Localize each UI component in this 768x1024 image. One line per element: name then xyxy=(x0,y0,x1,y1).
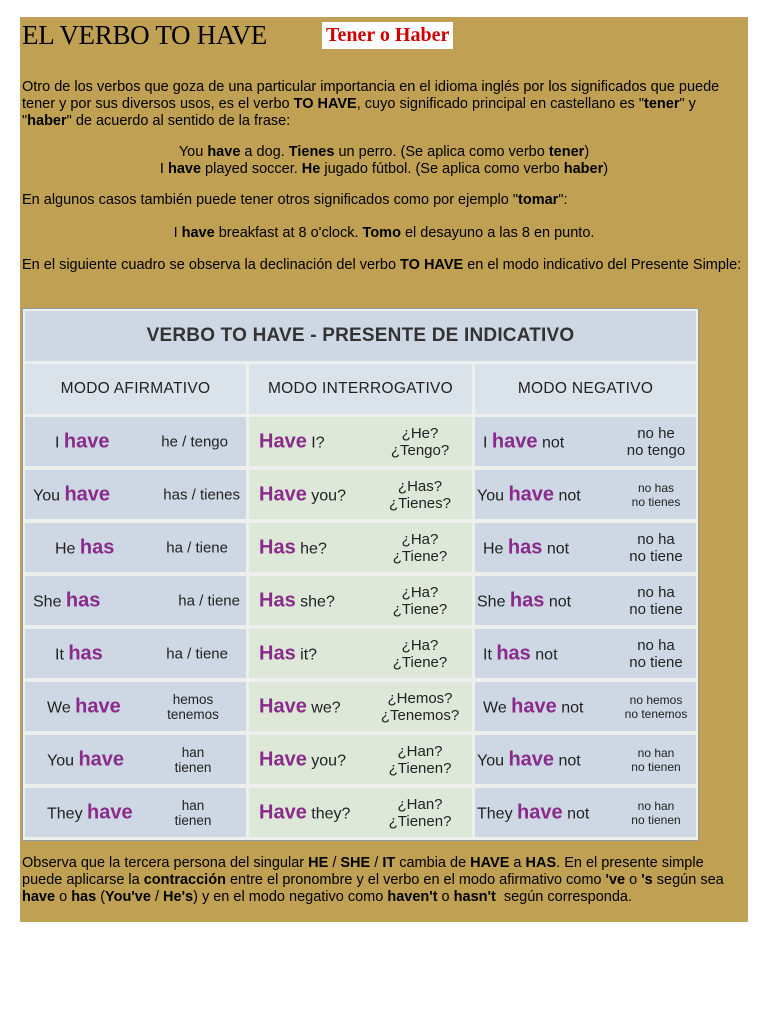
translation: no tiene xyxy=(629,600,683,618)
outro-text: cambia de xyxy=(395,855,471,871)
translation: ¿Tienen? xyxy=(388,812,452,830)
example-text: I xyxy=(173,225,182,241)
intro-bold: tener xyxy=(644,96,680,112)
translation: no tienes xyxy=(631,494,681,509)
paragraph-3 xyxy=(22,257,746,274)
pronoun: You xyxy=(477,752,504,769)
pronoun: It xyxy=(483,646,492,663)
pronoun: They xyxy=(477,805,513,822)
pronoun: they? xyxy=(311,805,351,822)
negation: not xyxy=(548,593,572,610)
negation: not xyxy=(541,434,565,451)
pronoun: She xyxy=(33,593,62,610)
page-title: EL VERBO TO HAVE xyxy=(22,20,267,50)
negation: not xyxy=(561,699,584,716)
translation: no ha xyxy=(637,530,675,548)
verb: has xyxy=(79,536,115,558)
table-row-interrogative xyxy=(249,682,472,731)
translation: no han xyxy=(637,798,675,813)
paragraph-text: En algunos casos también puede tener otros significados como por ejemplo " xyxy=(22,192,519,208)
verb: Has xyxy=(259,536,296,558)
table-row-negative xyxy=(475,417,696,466)
example-1 xyxy=(20,144,748,161)
outro-text: o xyxy=(437,889,454,905)
example-text: I xyxy=(159,161,168,177)
example-text: a dog. xyxy=(240,144,289,160)
example-bold: have xyxy=(207,144,241,160)
pronoun: it? xyxy=(300,646,318,663)
example-text: played soccer. xyxy=(201,161,302,177)
translation: han xyxy=(181,744,205,760)
example-2 xyxy=(20,161,748,178)
intro-text: , cuyo significado principal en castellano es " xyxy=(356,96,644,112)
verb: have xyxy=(87,801,133,823)
outro-bold: IT xyxy=(382,855,396,871)
verb: have xyxy=(511,695,557,717)
outro-text: . En el presente simple puede aplicarse la xyxy=(22,855,704,888)
table-row-negative xyxy=(475,523,696,572)
paragraph-bold: tomar xyxy=(518,192,559,208)
translation: ¿He? xyxy=(401,424,439,442)
example-text: el desayuno a las 8 en punto. xyxy=(400,225,595,241)
pronoun: she? xyxy=(300,593,335,610)
table-row-negative xyxy=(475,735,696,784)
pronoun: It xyxy=(55,646,64,663)
translation: ¿Han? xyxy=(397,742,443,760)
table-row-affirmative xyxy=(25,417,246,466)
translation: tienen xyxy=(174,759,212,775)
intro-bold: TO HAVE xyxy=(293,96,357,112)
translation: hemos xyxy=(172,691,214,707)
paragraph-2 xyxy=(22,192,746,209)
paragraph-text: En el siguiente cuadro se observa la declinación del verbo xyxy=(22,257,401,273)
table-row-interrogative xyxy=(249,523,472,572)
pronoun: She xyxy=(477,593,506,610)
outro-bold: have xyxy=(22,889,56,905)
table-row-affirmative xyxy=(25,470,246,519)
pronoun: You xyxy=(33,487,60,504)
verb: have xyxy=(508,483,555,505)
table-row-negative xyxy=(475,470,696,519)
verb: Have xyxy=(259,483,307,505)
translation: no hemos xyxy=(629,692,683,707)
verb: has xyxy=(65,589,101,611)
intro-text: Otro de los verbos que goza de una particular importancia en el idioma inglés por los significados que puede tener y por sus diversos usos, es el verbo xyxy=(22,79,720,112)
negation: not xyxy=(535,646,558,663)
table-title: VERBO TO HAVE - PRESENTE DE INDICATIVO xyxy=(25,311,696,361)
translation: no han xyxy=(637,745,675,760)
translation: he / tengo xyxy=(161,433,228,450)
verb: have xyxy=(491,430,538,452)
outro-text: / xyxy=(370,855,383,871)
outro-text: a xyxy=(509,855,526,871)
translation: ¿Tiene? xyxy=(392,547,448,565)
table-row-negative xyxy=(475,576,696,625)
example-text: breakfast at 8 o'clock. xyxy=(214,225,363,241)
pronoun: you? xyxy=(311,752,346,769)
outro-bold: HE xyxy=(308,855,329,871)
example-text: jugado fútbol. (Se aplica como verbo xyxy=(320,161,564,177)
outro-bold: contracción xyxy=(143,872,226,888)
outro-text: / xyxy=(150,889,164,905)
outro-text: ) y en el modo negativo como xyxy=(193,889,388,905)
outro-text: o xyxy=(625,872,642,888)
translation: no tenemos xyxy=(624,706,688,721)
verb: Has xyxy=(259,589,296,611)
translation: ¿Han? xyxy=(397,795,443,813)
translation: tienen xyxy=(174,812,212,828)
paragraph-text: en el modo indicativo del Presente Simple: xyxy=(463,257,742,273)
verb: has xyxy=(509,589,545,611)
pronoun: You xyxy=(47,752,74,769)
translation: ¿Tenemos? xyxy=(380,706,460,724)
translation: no tienen xyxy=(631,812,681,827)
header-interrogative: MODO INTERROGATIVO xyxy=(249,364,472,414)
outro-bold: 've xyxy=(605,872,626,888)
page-subtitle: Tener o Haber xyxy=(322,22,453,49)
verb: has xyxy=(68,642,103,664)
translation: ¿Tiene? xyxy=(392,600,448,618)
translation: no tiene xyxy=(629,653,683,671)
verb: Have xyxy=(259,695,307,717)
translation: no ha xyxy=(637,636,675,654)
document-page xyxy=(20,17,748,922)
translation: no ha xyxy=(637,583,675,601)
table-row-affirmative xyxy=(25,523,246,572)
outro-text: ( xyxy=(96,889,106,905)
outro-bold: 's xyxy=(641,872,653,888)
table-row-affirmative xyxy=(25,576,246,625)
intro-paragraph xyxy=(22,79,746,130)
pronoun: he? xyxy=(300,540,327,557)
outro-bold: HAVE xyxy=(470,855,510,871)
pronoun: They xyxy=(47,805,83,822)
example-bold: Tomo xyxy=(362,225,401,241)
outro-bold: has xyxy=(71,889,97,905)
outro-text: según sea xyxy=(652,872,724,888)
outro-text: Observa que la tercera persona del singular xyxy=(22,855,309,871)
pronoun: you? xyxy=(311,487,346,504)
table-row-interrogative xyxy=(249,417,472,466)
example-bold: have xyxy=(167,161,202,177)
example-bold: Tienes xyxy=(288,144,335,160)
example-3 xyxy=(20,225,748,242)
table-row-negative xyxy=(475,629,696,678)
translation: ¿Tienen? xyxy=(388,759,452,777)
intro-text: " y " xyxy=(22,96,696,129)
pronoun: I xyxy=(55,434,60,451)
example-text: un perro. (Se aplica como verbo xyxy=(334,144,549,160)
pronoun: we? xyxy=(311,699,341,716)
negation: not xyxy=(558,752,581,769)
table-row-negative xyxy=(475,788,696,837)
outro-bold: haven't xyxy=(387,889,438,905)
verb: Has xyxy=(259,642,296,664)
table-row-affirmative xyxy=(25,788,246,837)
pronoun: He xyxy=(483,540,504,557)
outro-text: según corresponda. xyxy=(495,889,633,905)
translation: ha / tiene xyxy=(166,645,228,662)
translation: no tengo xyxy=(626,441,686,459)
translation: has / tienes xyxy=(163,486,240,503)
outro-text: / xyxy=(328,855,341,871)
translation: ha / tiene xyxy=(166,539,228,556)
table-row-interrogative xyxy=(249,629,472,678)
header-affirmative: MODO AFIRMATIVO xyxy=(25,364,246,414)
example-bold: have xyxy=(181,225,215,241)
translation: ¿Ha? xyxy=(401,636,439,654)
intro-text: " de acuerdo al sentido de la frase: xyxy=(66,113,291,129)
example-text: You xyxy=(178,144,208,160)
pronoun: You xyxy=(477,487,504,504)
table-row-affirmative xyxy=(25,735,246,784)
verb: have xyxy=(75,695,121,717)
translation: ¿Tiene? xyxy=(392,653,448,671)
translation: han xyxy=(181,797,205,813)
translation: no tiene xyxy=(629,547,683,565)
verb: have xyxy=(508,748,555,770)
verb: has xyxy=(496,642,531,664)
pronoun: We xyxy=(47,699,71,716)
pronoun: I xyxy=(483,434,488,451)
table-row-affirmative xyxy=(25,629,246,678)
outro-bold: You've xyxy=(105,889,151,905)
example-bold: tener xyxy=(548,144,585,160)
outro-bold: He's xyxy=(163,889,194,905)
example-bold: He xyxy=(301,161,321,177)
verb: Have xyxy=(259,430,307,452)
translation: no tienen xyxy=(631,759,681,774)
paragraph-text: ": xyxy=(558,192,568,208)
table-row-interrogative xyxy=(249,576,472,625)
verb: have xyxy=(517,801,563,823)
verb: has xyxy=(507,536,543,558)
table-row-negative xyxy=(475,682,696,731)
translation: tenemos xyxy=(167,706,219,722)
negation: not xyxy=(567,805,590,822)
example-text: ) xyxy=(584,144,590,160)
translation: ¿Ha? xyxy=(401,530,439,548)
verb: Have xyxy=(259,801,307,823)
translation: ¿Tengo? xyxy=(390,441,450,459)
pronoun: We xyxy=(483,699,507,716)
outro-text: o xyxy=(55,889,72,905)
intro-bold: haber xyxy=(27,113,67,129)
outro-bold: SHE xyxy=(340,855,371,871)
example-bold: haber xyxy=(563,161,604,177)
verb: Have xyxy=(259,748,307,770)
verb: have xyxy=(64,483,111,505)
table-row-interrogative xyxy=(249,470,472,519)
negation: not xyxy=(546,540,570,557)
translation: ¿Has? xyxy=(397,477,443,495)
translation: ¿Hemos? xyxy=(387,689,453,707)
verb: have xyxy=(63,430,110,452)
translation: ¿Ha? xyxy=(401,583,439,601)
translation: ha / tiene xyxy=(178,592,240,609)
outro-bold: HAS xyxy=(525,855,557,871)
header-negative: MODO NEGATIVO xyxy=(475,364,696,414)
table-row-interrogative xyxy=(249,788,472,837)
translation: ¿Tienes? xyxy=(389,494,451,512)
pronoun: I? xyxy=(311,434,325,451)
conjugation-table xyxy=(22,308,699,841)
pronoun: He xyxy=(55,540,76,557)
paragraph-bold: TO HAVE xyxy=(400,257,464,273)
outro-paragraph xyxy=(22,855,746,906)
outro-text: entre el pronombre y el verbo en el modo afirmativo como xyxy=(225,872,606,888)
table-row-interrogative xyxy=(249,735,472,784)
translation: no he xyxy=(637,424,675,442)
negation: not xyxy=(558,487,581,504)
verb: have xyxy=(78,748,125,770)
translation: no has xyxy=(637,480,675,495)
table-row-affirmative xyxy=(25,682,246,731)
example-text: ) xyxy=(603,161,609,177)
outro-bold: hasn't xyxy=(453,889,496,905)
